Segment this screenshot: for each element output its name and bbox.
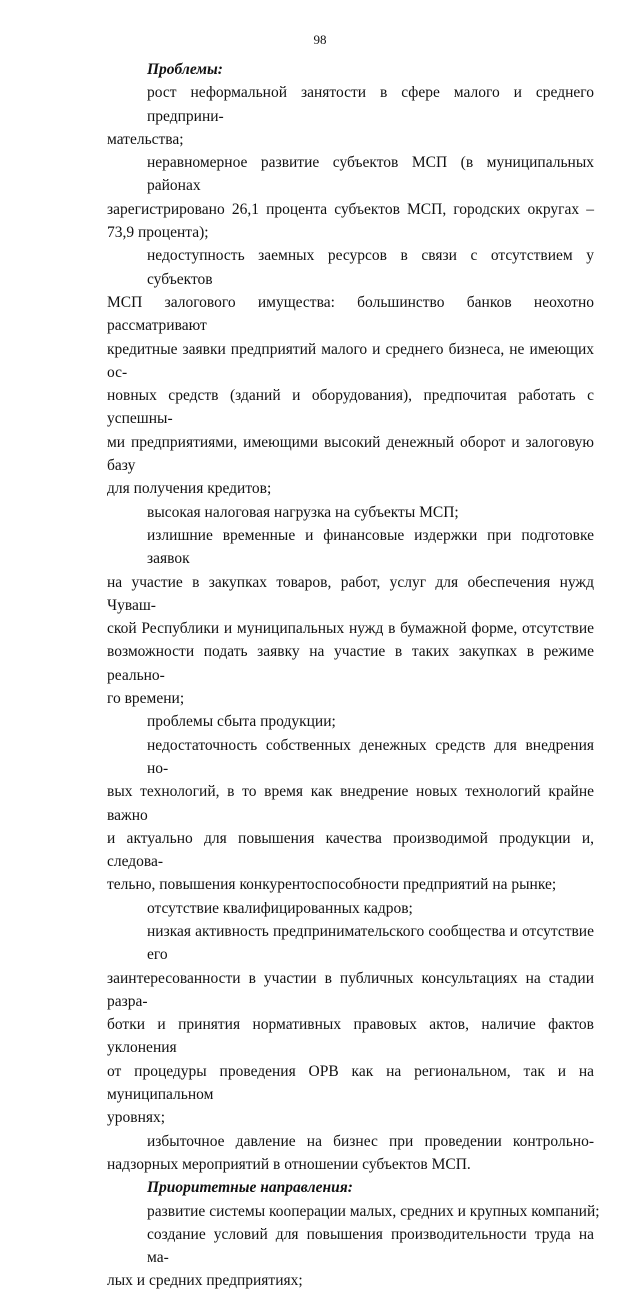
text-line: тельно, повышения конкурентоспособности предприятий на рынке;	[107, 876, 557, 894]
text-line: возможности подать заявку на участие в таких закупках в режиме реально-	[107, 643, 594, 684]
text-line: МСП залогового имущества: большинство банков неохотно рассматривают	[107, 293, 594, 335]
text-line: новных средств (зданий и оборудования), предпочитая работать с успешны-	[107, 387, 594, 428]
page-number: 98	[313, 32, 327, 47]
text-line: избыточное давление на бизнес при проведении контрольно-	[147, 1132, 594, 1150]
text-line: уровнях;	[107, 1109, 166, 1127]
text-line: проблемы сбыта продукции;	[147, 713, 336, 731]
text-line: лых и средних предприятиях;	[107, 1272, 303, 1290]
text-line: рост неформальной занятости в сфере малого и среднего предприни-	[147, 84, 594, 125]
text-line: излишние временные и финансовые издержки при подготовке заявок	[147, 526, 594, 568]
section-heading: Проблемы:	[147, 61, 223, 78]
text-line: 73,9 процента);	[107, 224, 209, 242]
text-line: вых технологий, в то время как внедрение новых технологий крайне важно	[107, 783, 594, 824]
text-line: низкая активность предпринимательского сообщества и отсутствие его	[147, 922, 594, 964]
text-line: ботки и принятия нормативных правовых актов, наличие фактов уклонения	[107, 1016, 594, 1057]
text-line: на участие в закупках товаров, работ, услуг для обеспечения нужд Чуваш-	[107, 573, 594, 614]
text-line: неравномерное развитие субъектов МСП (в муниципальных районах	[147, 154, 594, 195]
text-line: мательства;	[107, 130, 184, 148]
text-line: развитие системы кооперации малых, средних и крупных компаний;	[147, 1202, 600, 1220]
text-line: ской Республики и муниципальных нужд в бумажной форме, отсутствие	[107, 620, 594, 638]
text-line: высокая налоговая нагрузка на субъекты МСП;	[147, 503, 459, 521]
text-line: недоступность заемных ресурсов в связи с отсутствием у субъектов	[147, 247, 594, 288]
text-line: отсутствие квалифицированных кадров;	[147, 899, 413, 917]
text-line: кредитные заявки предприятий малого и среднего бизнеса, не имеющих ос-	[107, 340, 594, 381]
text-line: заинтересованности в участии в публичных консультациях на стадии разра-	[107, 969, 594, 1010]
text-line: создание условий для повышения производительности труда на ма-	[147, 1225, 594, 1267]
text-line: для получения кредитов;	[107, 480, 272, 498]
text-line: го времени;	[107, 690, 185, 708]
text-line: и актуально для повышения качества производимой продукции и, следова-	[107, 829, 594, 871]
text-line: зарегистрировано 26,1 процента субъектов МСП, городских округах –	[107, 200, 594, 218]
text-line: надзорных мероприятий в отношении субъектов МСП.	[107, 1155, 471, 1173]
text-line: недостаточность собственных денежных средств для внедрения но-	[147, 736, 594, 777]
text-line: ми предприятиями, имеющими высокий денежный оборот и залоговую базу	[107, 433, 594, 475]
document-body	[107, 58, 600, 1293]
section-heading: Приоритетные направления:	[147, 1179, 353, 1197]
text-line: от процедуры проведения ОРВ как на региональном, так и на муниципальном	[107, 1062, 594, 1104]
